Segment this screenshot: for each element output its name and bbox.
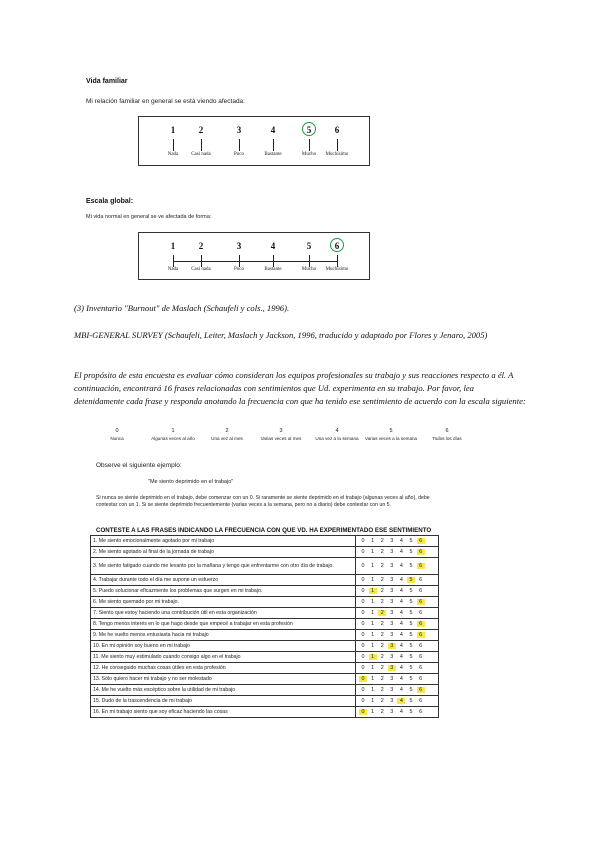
table-row [91, 536, 439, 547]
option-3[interactable]: 3 [390, 610, 394, 616]
table-row [91, 547, 439, 558]
option-3[interactable]: 3 [390, 632, 394, 638]
item-text: 7. Siento que estoy haciendo una contribución útil en esta organización [91, 608, 356, 619]
freq-label-5: Varias veces a la semana [364, 436, 418, 441]
option-0[interactable]: 0 [359, 709, 367, 715]
option-4[interactable]: 4 [399, 709, 403, 715]
item-options [356, 597, 439, 608]
option-0[interactable]: 0 [361, 687, 365, 693]
scale-label: Bastante [264, 267, 282, 272]
scale-tick [173, 139, 174, 151]
option-3[interactable]: 3 [390, 698, 394, 704]
option-0[interactable]: 0 [361, 621, 365, 627]
option-1[interactable]: 1 [369, 588, 377, 594]
freq-label-3: Varias veces al mes [260, 436, 302, 441]
item-text: 12. He conseguido muchas cosas útiles en esta profesión [91, 663, 356, 674]
option-2[interactable]: 2 [380, 643, 384, 649]
table-row [91, 630, 439, 641]
option-1[interactable]: 1 [371, 709, 375, 715]
table-row [91, 641, 439, 652]
item-options [356, 575, 439, 586]
option-6[interactable]: 6 [417, 538, 425, 544]
option-6[interactable]: 6 [417, 599, 425, 605]
freq-value-1: 1 [171, 428, 175, 434]
scale-option-5[interactable]: 5 [306, 241, 312, 251]
table-row [91, 707, 439, 718]
option-1[interactable]: 1 [371, 577, 375, 583]
selected-circle [302, 122, 316, 136]
scale-tick [309, 139, 310, 151]
option-1[interactable]: 1 [371, 563, 375, 569]
option-1[interactable]: 1 [371, 665, 375, 671]
scale-label: Mucho [301, 267, 317, 272]
freq-value-3: 3 [279, 428, 283, 434]
scale-label: Muchísimo [325, 267, 349, 272]
option-5[interactable]: 5 [409, 538, 413, 544]
option-6[interactable]: 6 [419, 698, 423, 704]
table-row [91, 674, 439, 685]
option-3[interactable]: 3 [390, 577, 394, 583]
option-2[interactable]: 2 [380, 632, 384, 638]
option-2[interactable]: 2 [380, 538, 384, 544]
option-0[interactable]: 0 [361, 698, 365, 704]
selected-circle [330, 238, 344, 252]
scale-option-2[interactable]: 2 [198, 241, 204, 251]
freq-value-5: 5 [389, 428, 393, 434]
freq-label-4: Una vez a la semana [315, 436, 359, 441]
item-text: 5. Puedo solucionar eficazmente los problemas que surgen en mi trabajo. [91, 586, 356, 597]
option-4[interactable]: 4 [399, 563, 403, 569]
item-text: 6. Me siento quemado por mi trabajo. [91, 597, 356, 608]
option-5[interactable]: 5 [409, 549, 413, 555]
option-6[interactable]: 6 [417, 563, 425, 569]
option-2[interactable]: 2 [380, 687, 384, 693]
table-row [91, 619, 439, 630]
table-row [91, 586, 439, 597]
freq-value-6: 6 [445, 428, 449, 434]
option-4[interactable]: 4 [399, 621, 403, 627]
item-text: 8. Tengo menos interés en lo que hago desde que empecé a trabajar en esta profesión [91, 619, 356, 630]
freq-value-0: 0 [115, 428, 119, 434]
option-0[interactable]: 0 [361, 665, 365, 671]
option-5[interactable]: 5 [409, 709, 413, 715]
example-explanation: Si nunca se siente deprimido en el trabajo, debe comenzar con un 0. Si raramente se siente deprimido en el trabajo (algunas veces al año), debe contestar con un 1. Si se siente deprimido frecuentemente (varias veces a la semana, pero no a diario) debe contestar con un 5. [96, 495, 430, 508]
scale-box-vida-familiar [138, 116, 370, 166]
freq-label-0: Nunca [110, 436, 124, 441]
option-4[interactable]: 4 [397, 698, 405, 704]
option-5[interactable]: 5 [409, 599, 413, 605]
item-text: 15. Dudo de la trascendencia de mi trabajo [91, 696, 356, 707]
option-2[interactable]: 2 [380, 654, 384, 660]
option-0[interactable]: 0 [359, 676, 367, 682]
option-6[interactable]: 6 [419, 643, 423, 649]
item-text: 2. Me siento agotado al final de la jornada de trabajo [91, 547, 356, 558]
option-4[interactable]: 4 [399, 549, 403, 555]
scale-tick [201, 139, 202, 151]
option-2[interactable]: 2 [380, 665, 384, 671]
option-0[interactable]: 0 [361, 632, 365, 638]
scale-label: Nada [167, 152, 179, 157]
scale-option-4[interactable]: 4 [270, 125, 276, 135]
option-1[interactable]: 1 [371, 687, 375, 693]
option-6[interactable]: 6 [419, 588, 423, 594]
option-1[interactable]: 1 [371, 698, 375, 704]
option-4[interactable]: 4 [399, 577, 403, 583]
scale-label: Mucho [301, 152, 317, 157]
option-6[interactable]: 6 [419, 665, 423, 671]
mbi-table [90, 535, 439, 718]
table-row [91, 663, 439, 674]
option-0[interactable]: 0 [361, 599, 365, 605]
option-0[interactable]: 0 [361, 588, 365, 594]
item-options [356, 558, 439, 575]
option-2[interactable]: 2 [380, 549, 384, 555]
frequency-scale [90, 428, 480, 456]
scale-axis-line [173, 261, 337, 262]
freq-label-1: Algunas veces al año [151, 436, 195, 441]
option-4[interactable]: 4 [399, 610, 403, 616]
option-5[interactable]: 5 [409, 563, 413, 569]
scale-option-1[interactable]: 1 [170, 241, 176, 251]
question-escala-global: Mi vida normal en general se ve afectada de forma: [86, 214, 212, 220]
option-6[interactable]: 6 [417, 632, 425, 638]
option-6[interactable]: 6 [419, 709, 423, 715]
example-item: "Me siento deprimido en el trabajo" [148, 479, 234, 485]
option-2[interactable]: 2 [380, 698, 384, 704]
table-title: CONTESTE A LAS FRASES INDICANDO LA FRECUENCIA CON QUE VD. HA EXPERIMENTADO ESE SENTIMIENTO [96, 527, 432, 534]
option-1[interactable]: 1 [371, 549, 375, 555]
scale-option-4[interactable]: 4 [270, 241, 276, 251]
section3-intro: El propósito de esta encuesta es evaluar cómo consideran los equipos profesionales su trabajo y sus reacciones respecto a él. A continuación, encontrará 16 frases relacionadas con sentimientos que Ud. experimenta en su trabajo. Por favor, lea detenidamente cada frase y responda anotando la frecuencia con que ha tenido ese sentimiento de acuerdo con la escala siguiente: [74, 370, 526, 406]
section-title-vida-familiar: Vida familiar [86, 78, 128, 85]
option-6[interactable]: 6 [419, 654, 423, 660]
section3-citation: MBI-GENERAL SURVEY (Schaufeli, Leiter, Maslach y Jackson, 1996, traducido y adaptado por Flores y Jenaro, 2005) [74, 330, 488, 340]
scale-tick [239, 139, 240, 151]
item-options [356, 707, 439, 718]
option-3[interactable]: 3 [390, 687, 394, 693]
option-3[interactable]: 3 [388, 643, 396, 649]
option-5[interactable]: 5 [407, 577, 415, 583]
option-5[interactable]: 5 [409, 654, 413, 660]
scale-tick [337, 139, 338, 151]
option-5[interactable]: 5 [409, 687, 413, 693]
option-1[interactable]: 1 [371, 621, 375, 627]
option-5[interactable]: 5 [409, 643, 413, 649]
option-0[interactable]: 0 [361, 577, 365, 583]
item-options [356, 696, 439, 707]
option-2[interactable]: 2 [380, 588, 384, 594]
freq-value-2: 2 [225, 428, 229, 434]
option-1[interactable]: 1 [369, 654, 377, 660]
item-options [356, 536, 439, 547]
scale-label: Nada [167, 267, 179, 272]
option-3[interactable]: 3 [390, 588, 394, 594]
option-0[interactable]: 0 [361, 654, 365, 660]
table-row [91, 652, 439, 663]
item-text: 16. En mi trabajo siento que soy eficaz haciendo las cosas [91, 707, 356, 718]
option-5[interactable]: 5 [409, 632, 413, 638]
scale-option-1[interactable]: 1 [170, 125, 176, 135]
item-text: 14. Me he vuelto más escéptico sobre la utilidad de mi trabajo [91, 685, 356, 696]
item-text: 13. Sólo quiero hacer mi trabajo y no ser molestado [91, 674, 356, 685]
section-title-escala-global: Escala global: [86, 198, 134, 205]
option-4[interactable]: 4 [399, 687, 403, 693]
item-text: 10. En mi opinión soy bueno en mi trabajo [91, 641, 356, 652]
option-2[interactable]: 2 [380, 676, 384, 682]
option-4[interactable]: 4 [399, 632, 403, 638]
table-row [91, 608, 439, 619]
scale-option-5[interactable]: 5 [306, 125, 312, 135]
scale-box-escala-global [138, 232, 370, 280]
scale-label: Muchísimo [325, 152, 349, 157]
option-1[interactable]: 1 [371, 632, 375, 638]
option-5[interactable]: 5 [409, 676, 413, 682]
scale-option-6[interactable]: 6 [334, 125, 340, 135]
option-3[interactable]: 3 [390, 599, 394, 605]
freq-value-4: 4 [335, 428, 339, 434]
option-6[interactable]: 6 [417, 687, 425, 693]
option-5[interactable]: 5 [409, 621, 413, 627]
table-row [91, 597, 439, 608]
scale-tick [337, 255, 338, 267]
scale-label: Bastante [264, 152, 282, 157]
option-3[interactable]: 3 [390, 676, 394, 682]
option-5[interactable]: 5 [409, 698, 413, 704]
option-3[interactable]: 3 [390, 563, 394, 569]
scale-label: Poco [234, 152, 244, 157]
option-4[interactable]: 4 [399, 588, 403, 594]
item-text: 3. Me siento fatigado cuando me levanto por la mañana y tengo que enfrentarme con otro día de trabajo. [91, 558, 356, 575]
table-row [91, 575, 439, 586]
section3-heading: (3) Inventario "Burnout" de Maslach (Schaufeli y cols., 1996). [74, 303, 290, 313]
option-1[interactable]: 1 [371, 599, 375, 605]
option-3[interactable]: 3 [390, 654, 394, 660]
table-row [91, 558, 439, 575]
item-options [356, 608, 439, 619]
item-text: 1. Me siento emocionalmente agotado por mi trabajo [91, 536, 356, 547]
option-4[interactable]: 4 [399, 665, 403, 671]
option-2[interactable]: 2 [380, 577, 384, 583]
option-6[interactable]: 6 [417, 621, 425, 627]
table-row [91, 696, 439, 707]
item-options [356, 586, 439, 597]
option-4[interactable]: 4 [399, 643, 403, 649]
option-3[interactable]: 3 [390, 709, 394, 715]
option-4[interactable]: 4 [399, 538, 403, 544]
option-0[interactable]: 0 [361, 610, 365, 616]
item-options [356, 674, 439, 685]
scale-label: Casi nada [191, 152, 211, 157]
item-text: 11. Me siento muy estimulado cuando consigo algo en el trabajo [91, 652, 356, 663]
option-0[interactable]: 0 [361, 549, 365, 555]
scale-tick [273, 139, 274, 151]
scale-option-3[interactable]: 3 [236, 241, 242, 251]
item-options [356, 652, 439, 663]
option-1[interactable]: 1 [371, 538, 375, 544]
question-vida-familiar: Mi relación familiar en general se está viendo afectada: [86, 98, 245, 105]
option-4[interactable]: 4 [399, 599, 403, 605]
option-0[interactable]: 0 [361, 643, 365, 649]
option-3[interactable]: 3 [390, 538, 394, 544]
option-3[interactable]: 3 [390, 621, 394, 627]
option-1[interactable]: 1 [371, 676, 375, 682]
table-row [91, 685, 439, 696]
option-1[interactable]: 1 [371, 610, 375, 616]
option-0[interactable]: 0 [361, 538, 365, 544]
scale-option-2[interactable]: 2 [198, 125, 204, 135]
option-6[interactable]: 6 [419, 610, 423, 616]
option-3[interactable]: 3 [390, 549, 394, 555]
item-text: 9. Me he vuelto menos entusiasta hacia mi trabajo [91, 630, 356, 641]
scale-option-3[interactable]: 3 [236, 125, 242, 135]
item-text: 4. Trabajar durante todo el día me supone un esfuerzo [91, 575, 356, 586]
option-1[interactable]: 1 [371, 643, 375, 649]
item-options [356, 685, 439, 696]
option-5[interactable]: 5 [409, 665, 413, 671]
item-options [356, 641, 439, 652]
option-0[interactable]: 0 [361, 563, 365, 569]
freq-label-2: Una vez al mes [211, 436, 243, 441]
option-4[interactable]: 4 [399, 654, 403, 660]
item-options [356, 619, 439, 630]
option-5[interactable]: 5 [409, 610, 413, 616]
item-options [356, 547, 439, 558]
option-4[interactable]: 4 [399, 676, 403, 682]
option-6[interactable]: 6 [419, 676, 423, 682]
option-6[interactable]: 6 [417, 549, 425, 555]
option-2[interactable]: 2 [380, 621, 384, 627]
scale-label: Casi nada [191, 267, 211, 272]
option-5[interactable]: 5 [409, 588, 413, 594]
scale-option-6[interactable]: 6 [334, 241, 340, 251]
item-options [356, 630, 439, 641]
option-2[interactable]: 2 [378, 610, 386, 616]
item-options [356, 663, 439, 674]
option-2[interactable]: 2 [380, 563, 384, 569]
freq-label-6: Todos los días [432, 436, 462, 441]
option-2[interactable]: 2 [380, 599, 384, 605]
scale-label: Poco [234, 267, 244, 272]
option-3[interactable]: 3 [388, 665, 396, 671]
example-lead: Observe el siguiente ejemplo: [96, 462, 182, 469]
option-6[interactable]: 6 [419, 577, 423, 583]
option-2[interactable]: 2 [380, 709, 384, 715]
